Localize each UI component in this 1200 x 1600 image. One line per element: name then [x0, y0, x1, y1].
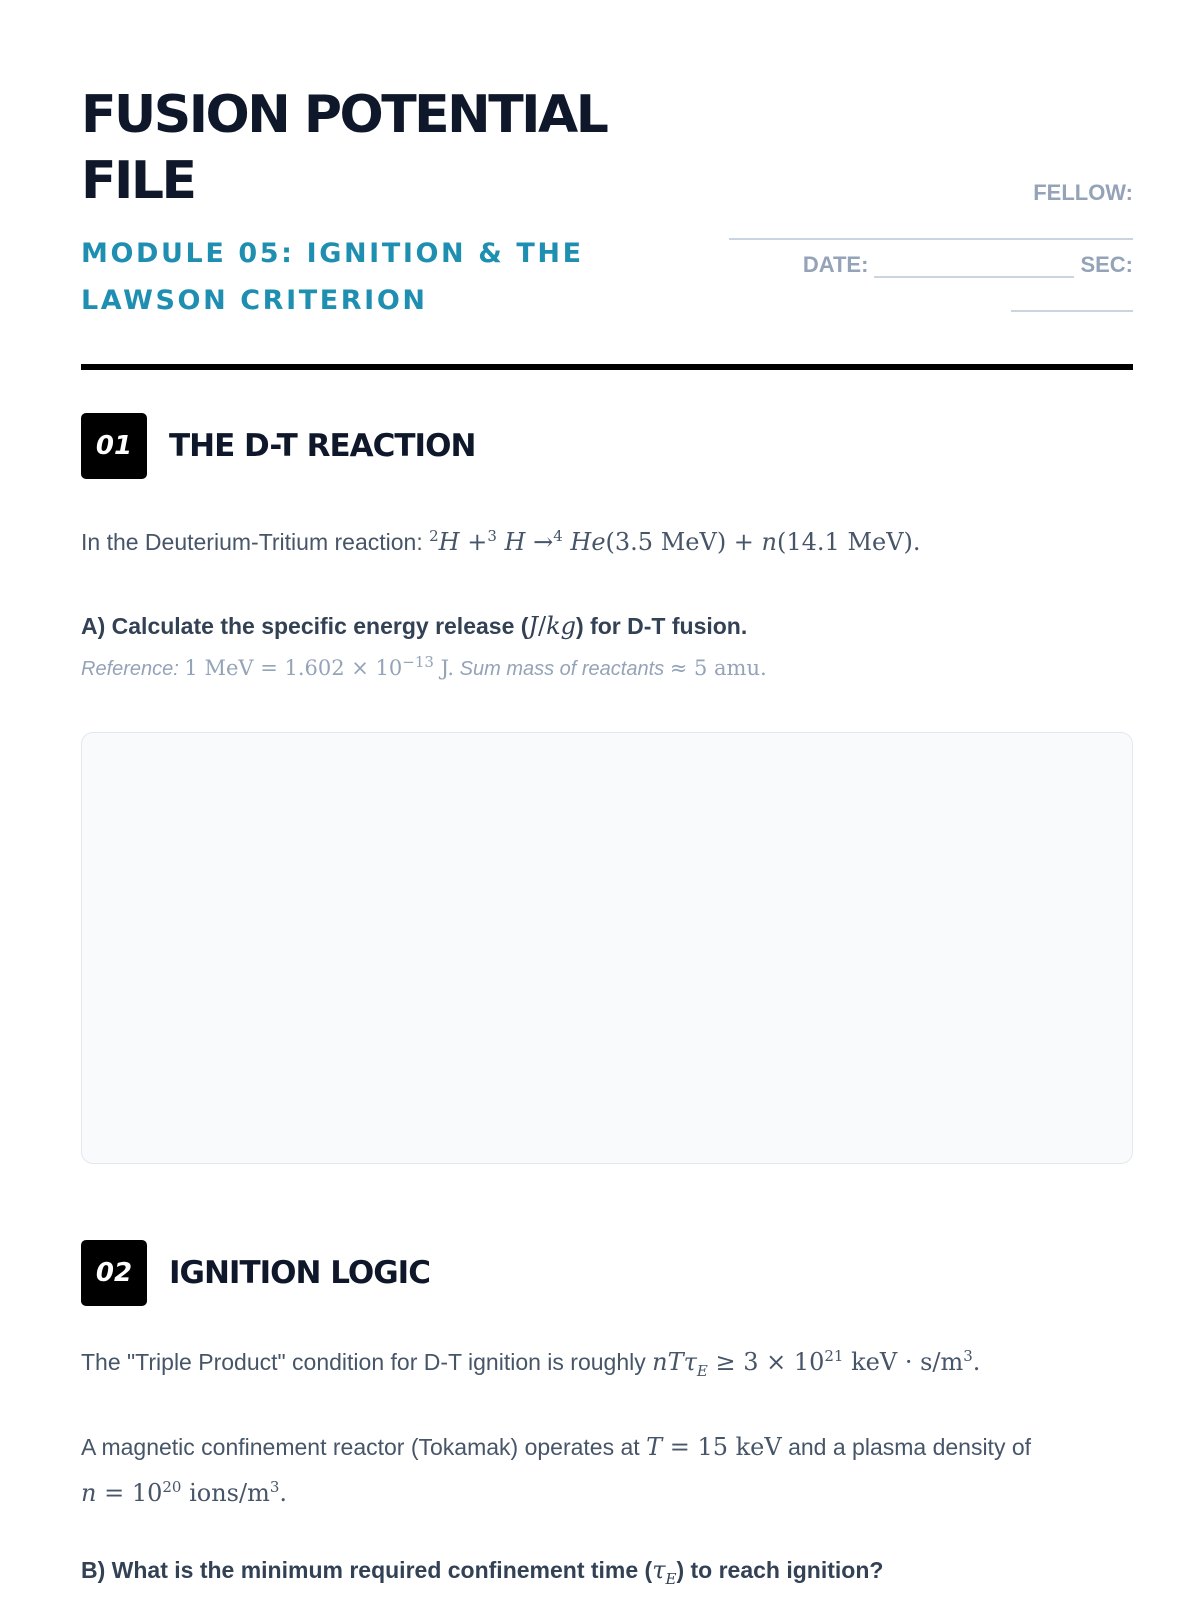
question-a-suffix: ) for D-T fusion. — [576, 613, 748, 639]
module-subtitle: MODULE 05: IGNITION & THE LAWSON CRITERION — [81, 238, 584, 316]
reference-conversion: 1 MeV = $1.602 \times 10^{-13}$ J. — [184, 653, 455, 680]
density-value: $n = 10^{20}$ ions/$m^3$. — [81, 1478, 288, 1507]
date-sec-row — [803, 252, 1133, 278]
triple-product-equation: $nT\tau_E \ge 3 \times 10^{21}$ keV · $s/m^3$. — [652, 1347, 981, 1380]
reference-mass: ≈ 5 amu. — [669, 656, 767, 680]
section-number-badge: 02 — [81, 1240, 147, 1306]
sec-field[interactable] — [1011, 310, 1133, 312]
fellow-label: FELLOW: — [1033, 180, 1133, 205]
fellow-field[interactable] — [729, 238, 1133, 240]
question-a — [81, 612, 1133, 640]
reaction-equation: $^2$H +$^3$ H →$^4$ He(3.5 MeV) + n(14.1 MeV). — [429, 527, 921, 556]
reactor-paragraph — [81, 1424, 1133, 1516]
question-b-suffix: ) to reach ignition? — [676, 1557, 884, 1583]
sec-label: SEC: — [1080, 252, 1133, 277]
triple-product-text: The "Triple Product" condition for D-T ignition is roughly — [81, 1349, 646, 1375]
unit-j-per-kg: J/kg — [528, 612, 577, 640]
worksheet-page — [81, 0, 1133, 1600]
temperature-value: T = 15 keV — [646, 1433, 782, 1461]
question-b-prefix: B) What is the minimum required confinement time ( — [81, 1557, 653, 1583]
reference-text: Sum mass of reactants — [459, 658, 665, 680]
header-divider — [81, 364, 1133, 370]
answer-box-a[interactable] — [81, 732, 1133, 1164]
reactor-text-1: A magnetic confinement reactor (Tokamak) operates at — [81, 1434, 640, 1460]
triple-product-paragraph — [81, 1339, 1133, 1385]
tau-e-symbol: $\tau_E$ — [652, 1556, 677, 1588]
reaction-intro — [81, 519, 1133, 565]
section-title: IGNITION LOGIC — [169, 1255, 430, 1291]
section-02-header — [81, 1240, 430, 1306]
question-b — [81, 1556, 1133, 1588]
date-label: DATE: — [802, 252, 869, 277]
date-field[interactable] — [874, 254, 1074, 278]
section-title: THE D-T REACTION — [169, 428, 476, 464]
page-title: FUSION POTENTIAL FILE — [81, 85, 607, 211]
reference-label: Reference: — [81, 658, 179, 680]
section-01-header — [81, 413, 475, 479]
question-a-prefix: A) Calculate the specific energy release ( — [81, 613, 529, 639]
reactor-text-2: and a plasma density of — [788, 1434, 1032, 1460]
reaction-intro-text: In the Deuterium-Tritium reaction: — [81, 529, 423, 555]
reference-note — [81, 653, 767, 681]
section-number-badge: 01 — [81, 413, 147, 479]
